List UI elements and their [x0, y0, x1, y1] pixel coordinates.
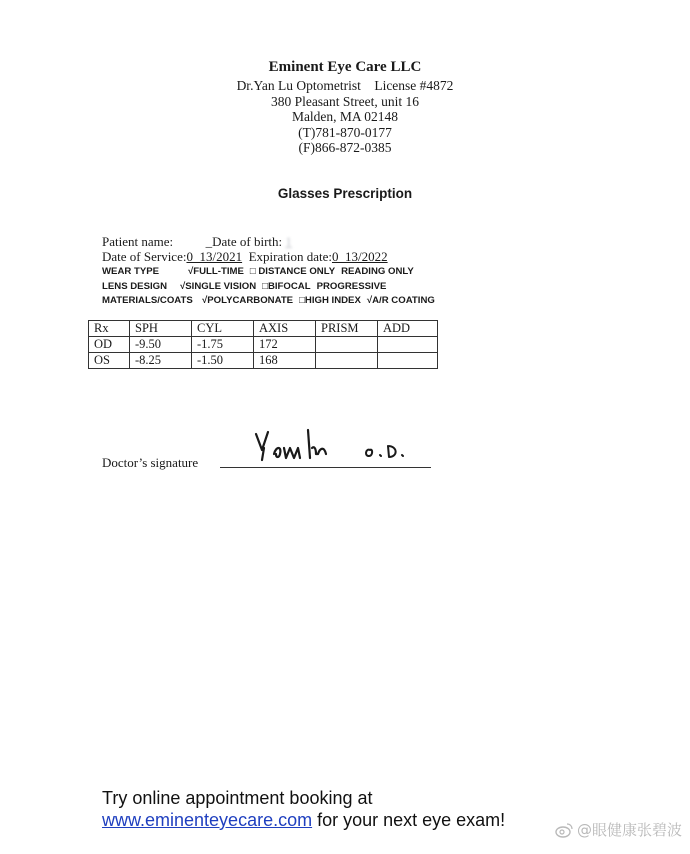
- wear-option: √FULL-TIME: [188, 266, 244, 277]
- signature-drawing: [252, 424, 412, 470]
- letterhead: [0, 56, 690, 156]
- rx-cell: -9.50: [130, 337, 192, 353]
- phone-number: (T)781-870-0177: [298, 124, 392, 140]
- watermark-text: @眼健康张碧波: [576, 821, 682, 839]
- website-link[interactable]: www.eminenteyecare.com: [102, 810, 313, 830]
- signature-label: Doctor’s signature: [102, 455, 199, 470]
- dos-label: Date of Service:: [102, 249, 187, 264]
- wear-option: □ DISTANCE ONLY: [249, 266, 336, 277]
- watermark: [555, 819, 682, 840]
- rx-cell: [316, 337, 378, 353]
- rx-cell: [316, 353, 378, 369]
- dob-label: _Date of birth:: [205, 234, 286, 249]
- materials-row: [102, 295, 441, 306]
- doctor-license: Dr.Yan Lu Optometrist License #4872: [236, 78, 454, 93]
- rx-cell: 168: [254, 353, 316, 369]
- dos-value: 0 13/2021: [186, 249, 243, 264]
- rx-header-cell: Rx: [89, 321, 130, 337]
- rx-header-cell: PRISM: [316, 321, 378, 337]
- table-row: [89, 337, 438, 353]
- city-address: Malden, MA 02148: [291, 109, 399, 125]
- wear-option: READING ONLY: [341, 266, 414, 277]
- weibo-icon: [555, 822, 573, 838]
- wear-type-row: [102, 266, 420, 277]
- rx-cell: -1.50: [192, 353, 254, 369]
- fax-number: (F)866-872-0385: [298, 140, 392, 156]
- lens-design-label: LENS DESIGN: [102, 281, 168, 292]
- service-line: [102, 249, 388, 265]
- rx-cell: -1.75: [192, 337, 254, 353]
- footer: [102, 787, 505, 831]
- exp-label: Expiration date:: [242, 249, 332, 264]
- rx-table: [88, 320, 438, 369]
- page-title: Glasses Prescription: [277, 186, 413, 201]
- footer-line-2: [102, 809, 505, 831]
- rx-cell: 172: [254, 337, 316, 353]
- rx-cell: [378, 353, 438, 369]
- exp-value: 0 13/2022: [331, 249, 388, 264]
- patient-name-value: [173, 234, 206, 249]
- lens-option: √SINGLE VISION: [180, 281, 257, 292]
- footer-line-1: Try online appointment booking at: [102, 788, 373, 808]
- table-row: [89, 353, 438, 369]
- lens-option: PROGRESSIVE: [316, 281, 387, 292]
- rx-header-cell: AXIS: [254, 321, 316, 337]
- footer-line-2-text: for your next eye exam!: [312, 810, 506, 830]
- rx-cell: -8.25: [130, 353, 192, 369]
- rx-header-row: [89, 321, 438, 337]
- rx-cell: OS: [89, 353, 130, 369]
- materials-option: √A/R COATING: [366, 295, 435, 306]
- company-name: Eminent Eye Care LLC: [268, 59, 422, 75]
- lens-design-row: [102, 281, 392, 292]
- rx-header-cell: CYL: [192, 321, 254, 337]
- rx-header-cell: SPH: [130, 321, 192, 337]
- materials-option: □HIGH INDEX: [299, 295, 361, 306]
- materials-option: √POLYCARBONATE: [202, 295, 294, 306]
- street-address: 380 Pleasant Street, unit 16: [270, 93, 420, 109]
- materials-label: MATERIALS/COATS: [102, 295, 193, 306]
- dob-value: 1: [285, 234, 292, 249]
- patient-line: [102, 234, 292, 250]
- wear-type-label: WEAR TYPE: [102, 266, 160, 277]
- patient-name-label: Patient name:: [102, 234, 174, 249]
- lens-option: □BIFOCAL: [262, 281, 311, 292]
- rx-cell: OD: [89, 337, 130, 353]
- rx-cell: [378, 337, 438, 353]
- rx-header-cell: ADD: [378, 321, 438, 337]
